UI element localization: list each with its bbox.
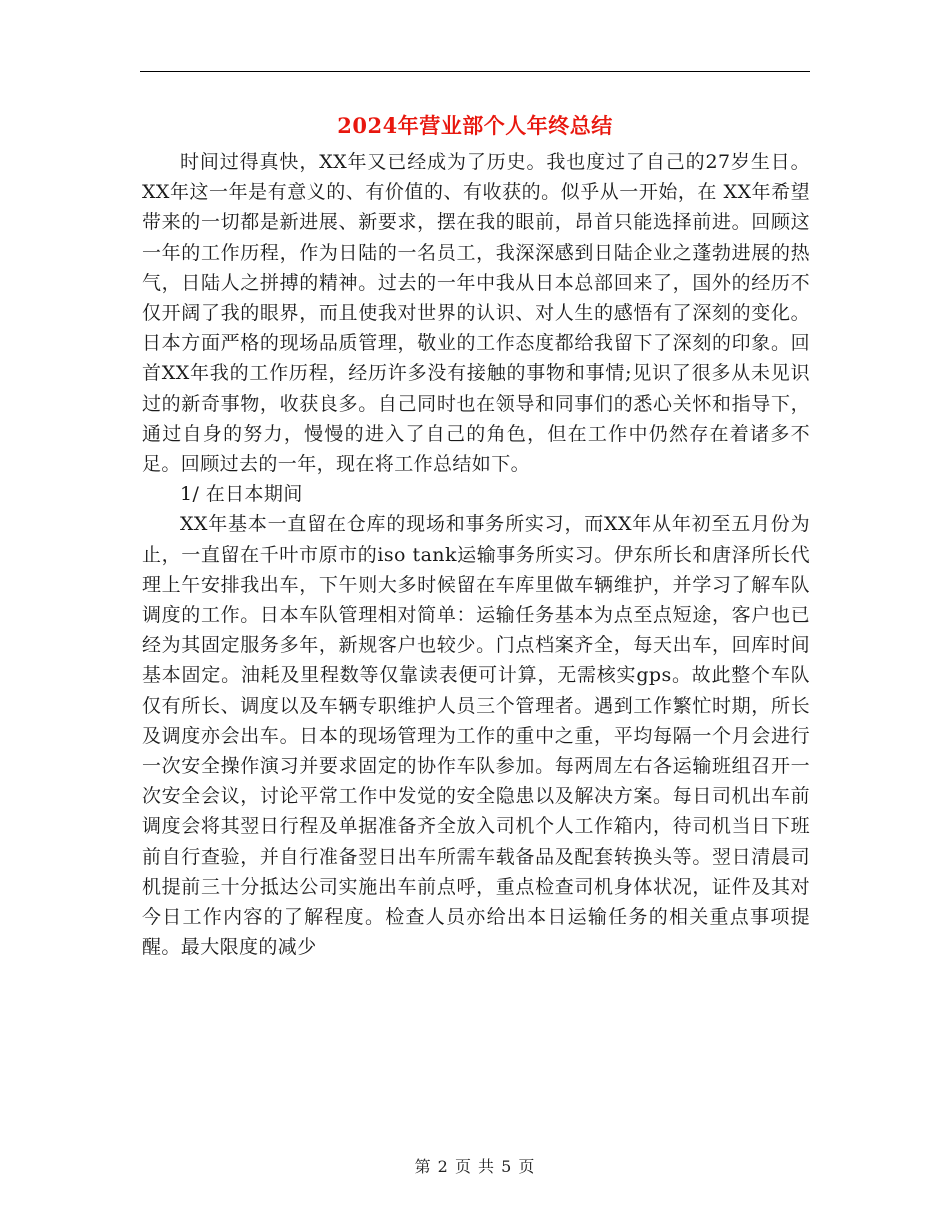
document-body (142, 147, 810, 962)
header-rule (140, 71, 810, 72)
paragraph-japan: XX年基本一直留在仓库的现场和事务所实习，而XX年从年初至五月份为止，一直留在千叶市原市的iso tank运输事务所实习。伊东所长和唐泽所长代理上午安排我出车，下午则大多时候留在车库里做车辆维护，并学习了解车队调度的工作。日本车队管理相对简单：运输任务基本为点至点短途，客户也已经为其固定服务多年，新规客户也较少。门点档案齐全，每天出车，回库时间基本固定。油耗及里程数等仅靠读表便可计算，无需核实gps。故此整个车队仅有所长、调度以及车辆专职维护人员三个管理者。遇到工作繁忙时期，所长及调度亦会出车。日本的现场管理为工作的重中之重，平均每隔一个月会进行一次安全操作演习并要求固定的协作车队参加。每两周左右各运输班组召开一次安全会议，讨论平常工作中发觉的安全隐患以及解决方案。每日司机出车前调度会将其翌日行程及单据准备齐全放入司机个人工作箱内，待司机当日下班前自行查验，并自行准备翌日出车所需车载备品及配套转换头等。翌日清晨司机提前三十分抵达公司实施出车前点呼，重点检查司机身体状况，证件及其对今日工作内容的了解程度。检查人员亦给出本日运输任务的相关重点事项提醒。最大限度的减少 (142, 513, 810, 959)
section-heading: 1/ 在日本期间 (180, 483, 303, 506)
document-title: 2024年营业部个人年终总结 (337, 113, 613, 138)
paragraph-intro: 时间过得真快，XX年又已经成为了历史。我也度过了自己的27岁生日。XX年这一年是有意义的、有价值的、有收获的。似乎从一开始，在 XX年希望带来的一切都是新进展、新要求，摆在我的眼前，昂首只能选择前进。回顾这一年的工作历程，作为日陆的一名员工，我深深感到日陆企业之蓬勃进展的热气，日陆人之拼搏的精神。过去的一年中我从日本总部回来了，国外的经历不仅开阔了我的眼界，而且使我对世界的认识、对人生的感悟有了深刻的变化。日本方面严格的现场品质管理，敬业的工作态度都给我留下了深刻的印象。回首XX年我的工作历程，经历许多没有接触的事物和事情;见识了很多从未见识过的新奇事物，收获良多。自己同时也在领导和同事们的悉心关怀和指导下，通过自身的努力，慢慢的进入了自己的角色，但在工作中仍然存在着诸多不足。回顾过去的一年，现在将工作总结如下。 (142, 151, 810, 476)
page-number-footer: 第 2 页 共 5 页 (414, 1157, 536, 1176)
